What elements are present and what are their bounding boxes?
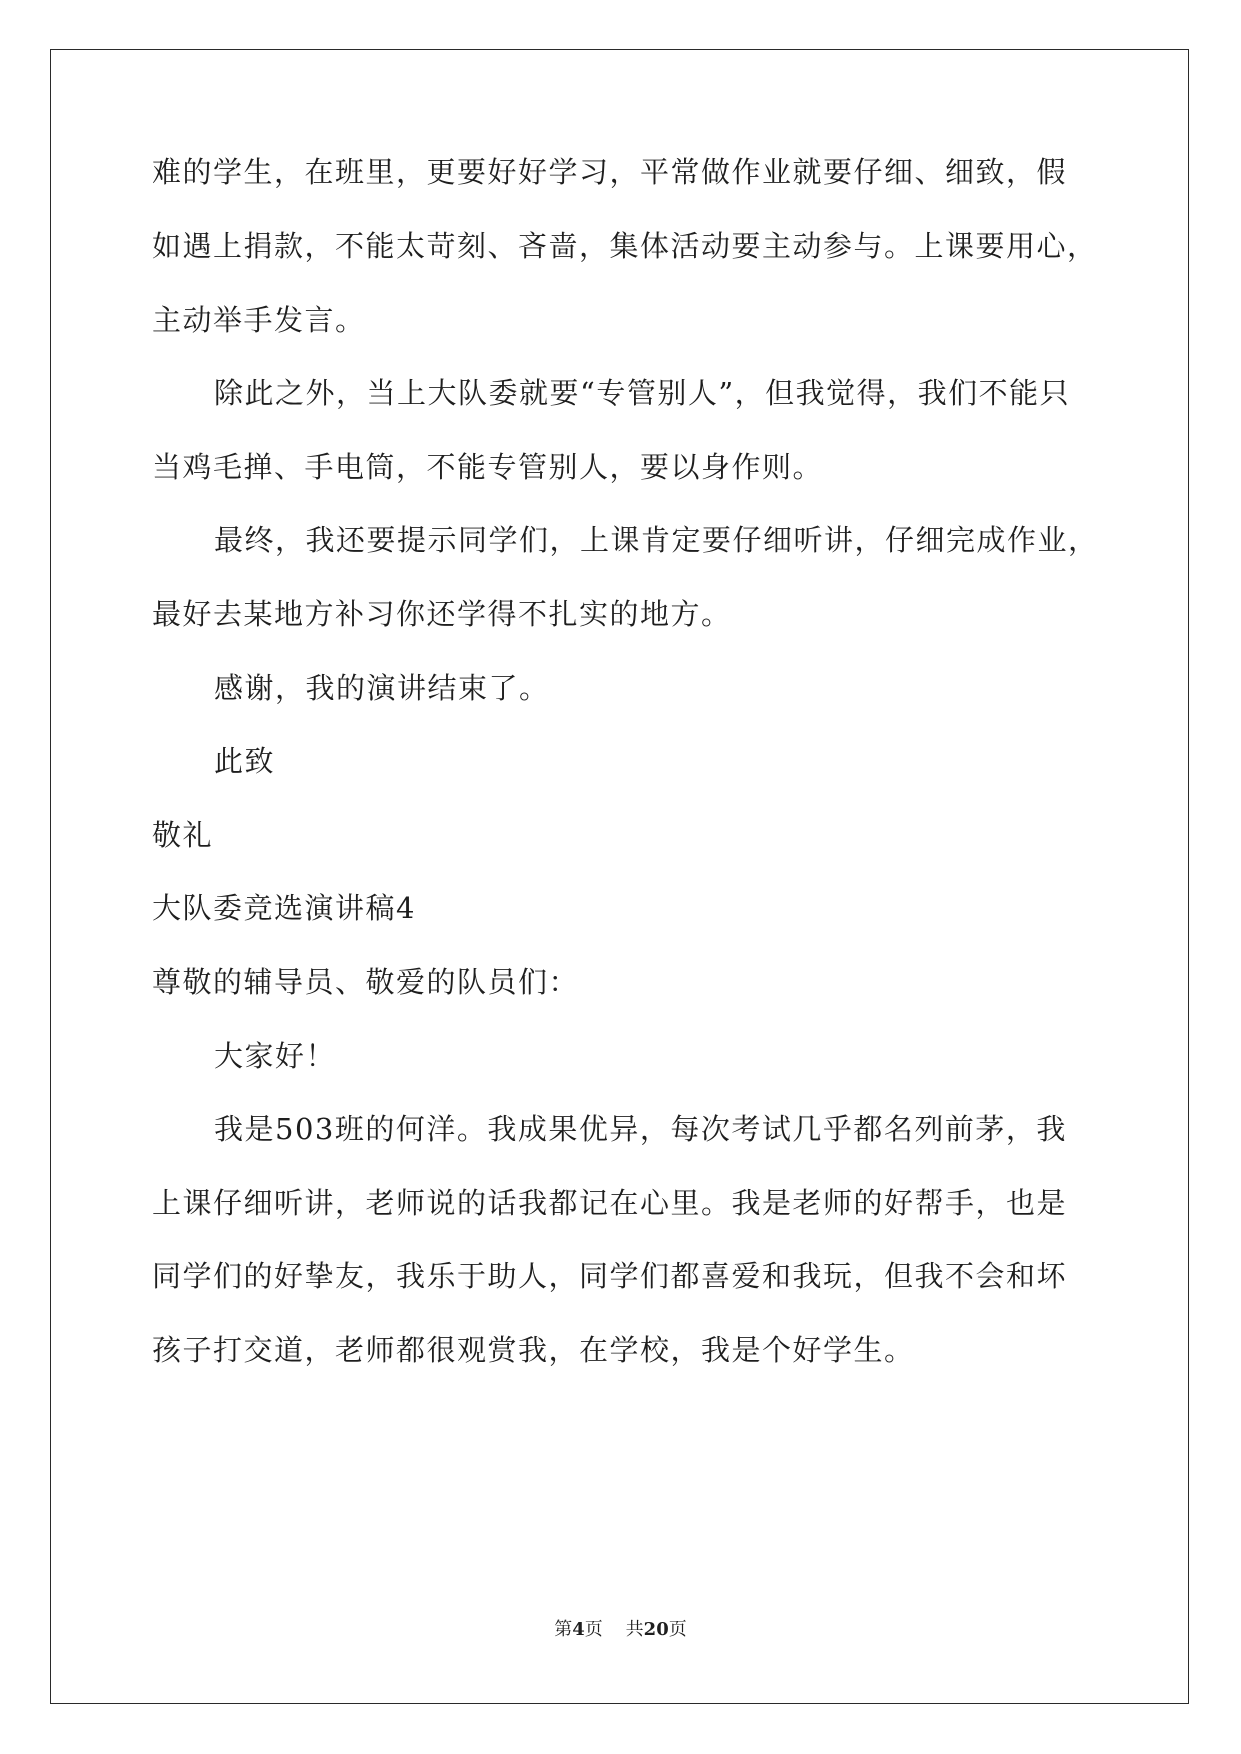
page-border — [50, 49, 1189, 1704]
page-total: 20 — [643, 1619, 669, 1640]
paragraph-line: 最终，我还要提示同学们，上课肯定要仔细听讲，仔细完成作业， — [214, 523, 1099, 557]
page-footer — [0, 1618, 1241, 1642]
page-suffix: 页 — [584, 1619, 603, 1640]
total-suffix: 页 — [668, 1619, 687, 1640]
text-line: 主动举手发言。 — [152, 303, 366, 337]
text-line: 如遇上捐款，不能太苛刻、吝啬，集体活动要主动参与。上课要用心， — [152, 229, 1098, 263]
paragraph-line: 我是503班的何洋。我成果优异，每次考试几乎都名列前茅，我 — [214, 1112, 1067, 1146]
section-title: 大队委竞选演讲稿4 — [152, 891, 416, 925]
closing-line: 此致 — [214, 744, 276, 778]
total-prefix: 共 — [625, 1619, 644, 1640]
paragraph-line: 大家好！ — [214, 1039, 337, 1073]
text-line: 上课仔细听讲，老师说的话我都记在心里。我是老师的好帮手，也是 — [152, 1186, 1068, 1220]
page-prefix: 第 — [554, 1619, 573, 1640]
paragraph-line: 感谢，我的演讲结束了。 — [214, 671, 550, 705]
text-line: 最好去某地方补习你还学得不扎实的地方。 — [152, 597, 732, 631]
text-line: 当鸡毛掸、手电筒，不能专管别人，要以身作则。 — [152, 450, 824, 484]
salutation-line: 敬礼 — [152, 818, 214, 852]
text-line: 孩子打交道，老师都很观赏我，在学校，我是个好学生。 — [152, 1333, 915, 1367]
page-current: 4 — [572, 1619, 585, 1640]
text-line: 难的学生，在班里，更要好好学习，平常做作业就要仔细、细致，假 — [152, 155, 1068, 189]
greeting-line: 尊敬的辅导员、敬爱的队员们： — [152, 965, 580, 999]
paragraph-line: 除此之外，当上大队委就要“专管别人”，但我觉得，我们不能只 — [214, 376, 1071, 410]
text-line: 同学们的好挚友，我乐于助人，同学们都喜爱和我玩，但我不会和坏 — [152, 1259, 1068, 1293]
